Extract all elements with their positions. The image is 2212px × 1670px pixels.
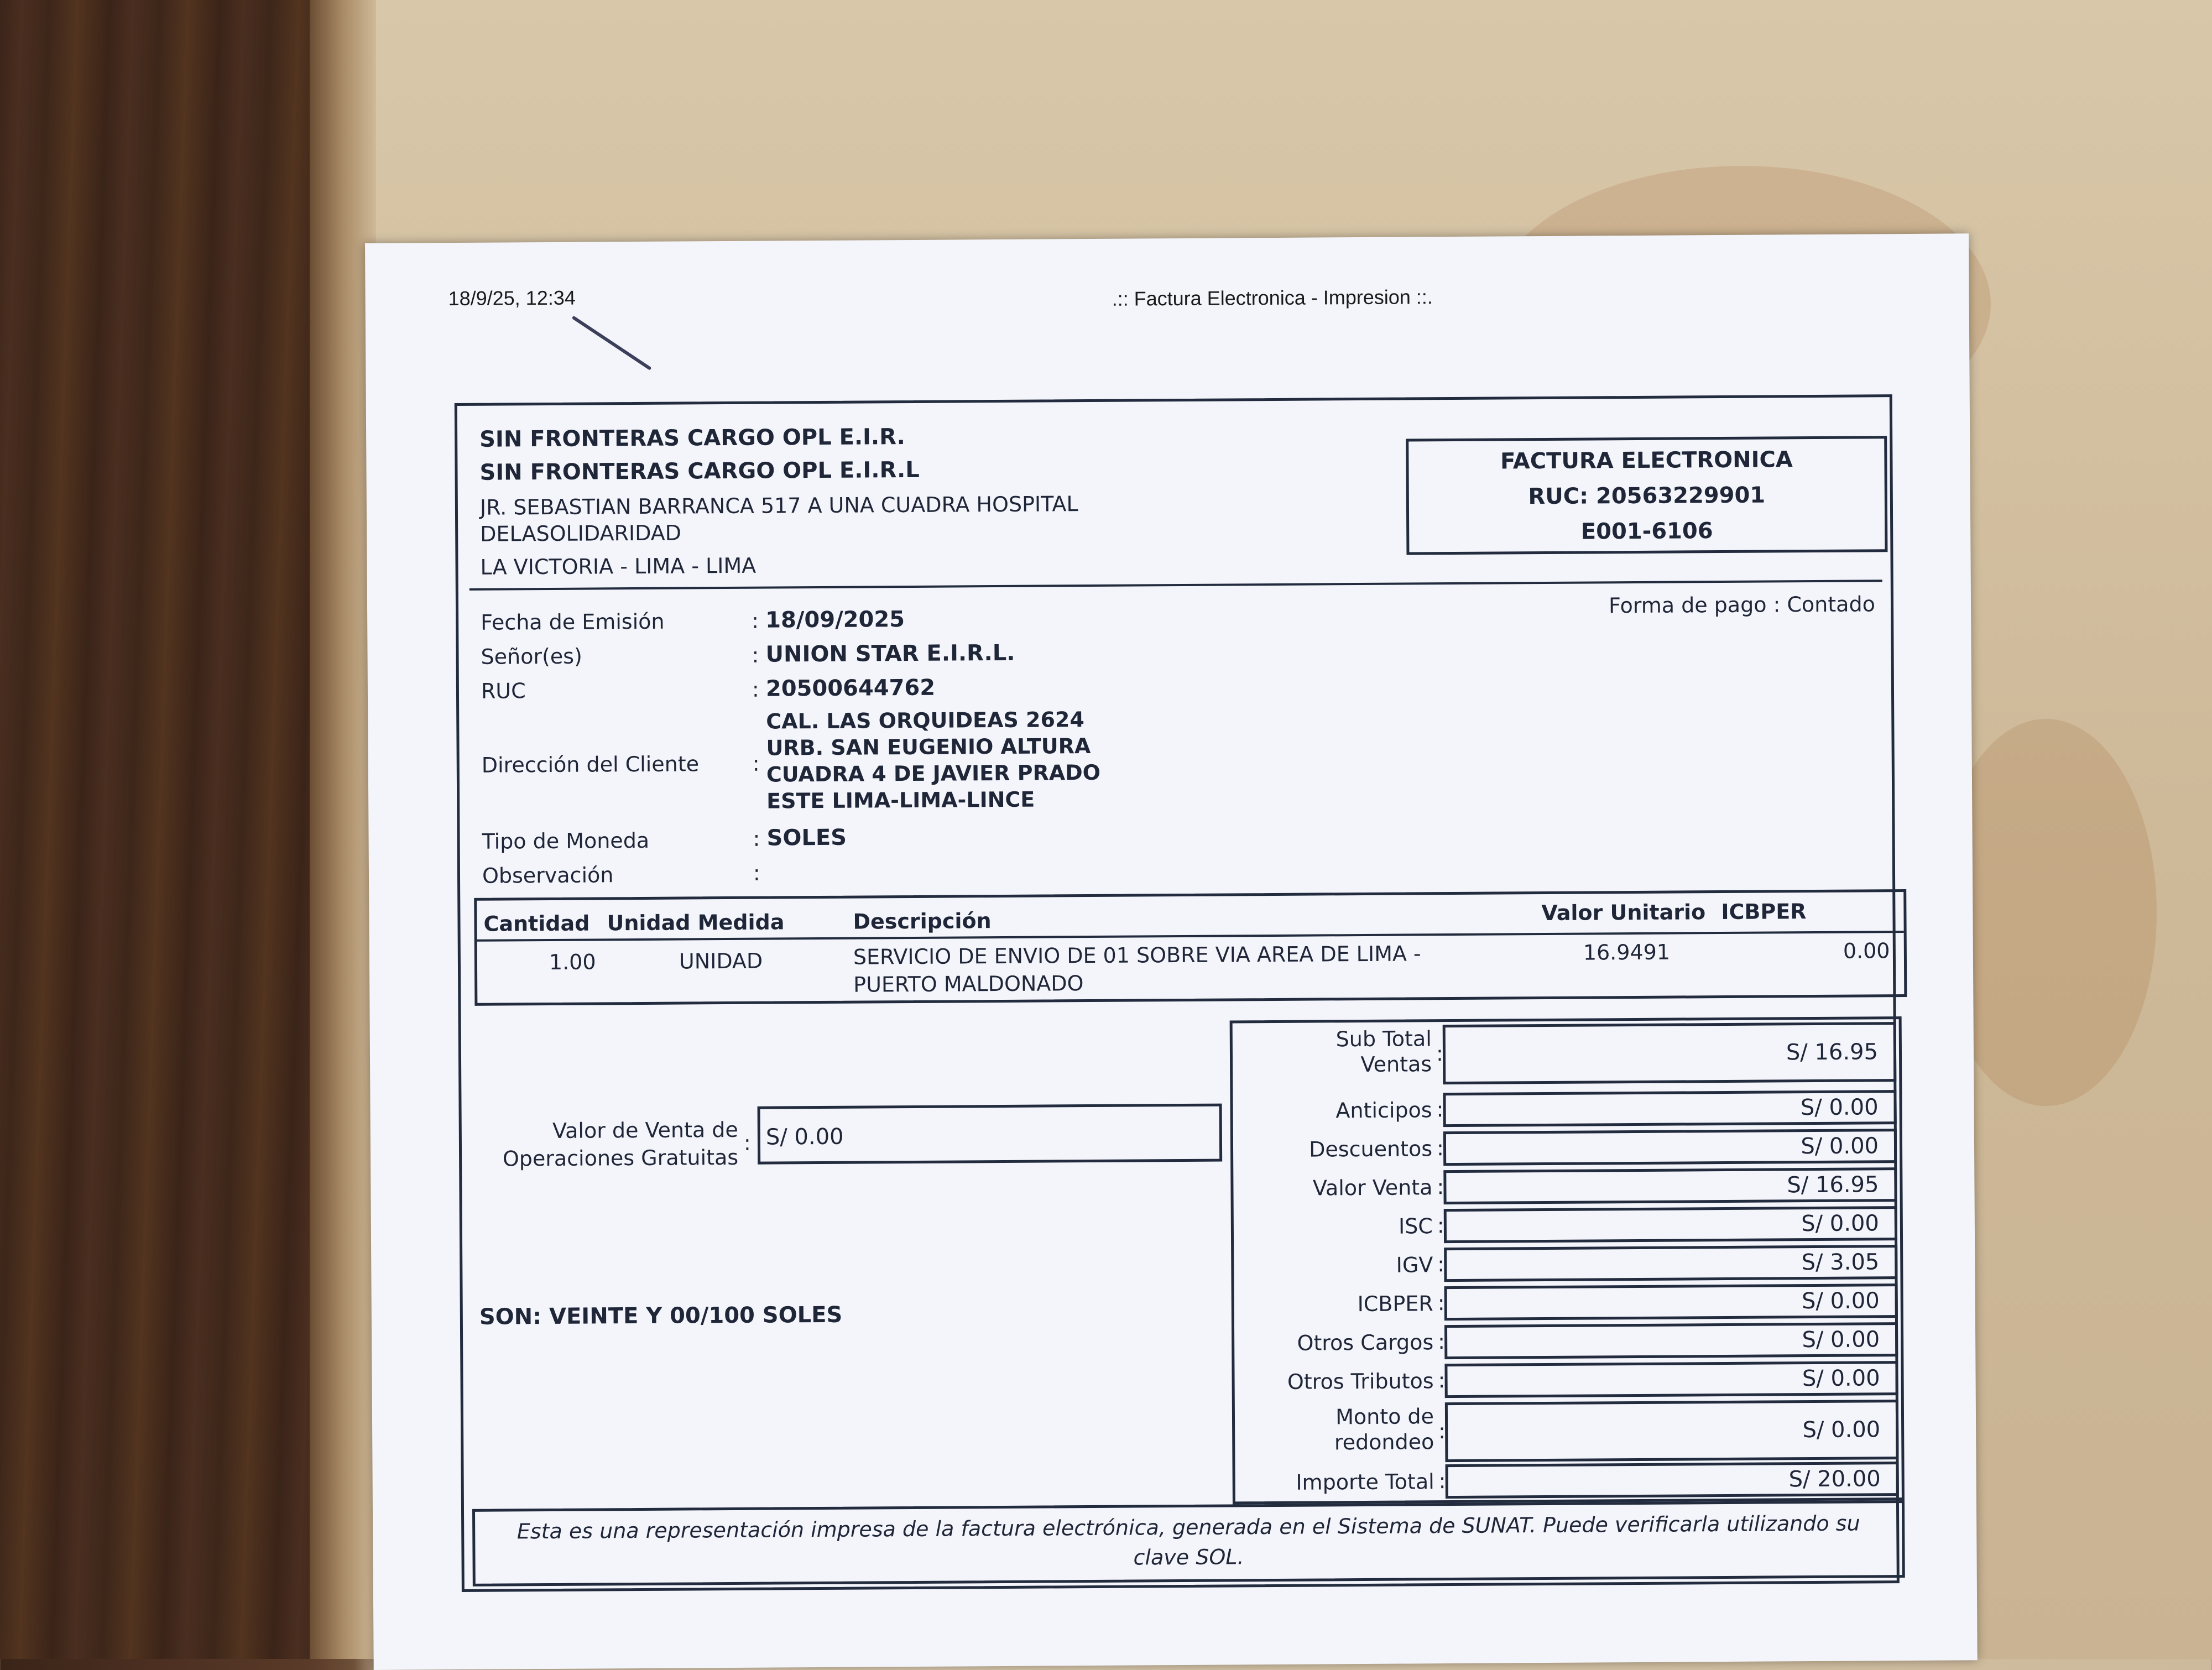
print-window-title: .:: Factura Electronica - Impresion ::.	[1112, 285, 1433, 310]
totals-value: S/ 0.00	[1444, 1283, 1898, 1321]
item-descripcion-1: SERVICIO DE ENVIO DE 01 SOBRE VIA AREA DE LIMA -	[853, 941, 1421, 969]
totals-value: S/ 16.95	[1443, 1167, 1897, 1204]
ruc-value: 20500644762	[765, 675, 936, 702]
amount-in-words: SON: VEINTE Y 00/100 SOLES	[479, 1302, 843, 1330]
totals-panel	[1230, 1016, 1905, 1504]
col-header-icbper: ICBPER	[1721, 899, 1807, 925]
document-number: E001-6106	[1580, 518, 1713, 545]
totals-value: S/ 0.00	[1445, 1400, 1899, 1462]
gratuitas-value-box	[758, 1104, 1223, 1165]
header-divider	[469, 580, 1882, 591]
totals-label: Otros Tributos	[1287, 1369, 1434, 1394]
invoice-paper	[365, 233, 1978, 1670]
colon: :	[752, 643, 759, 667]
colon: :	[1438, 1469, 1446, 1494]
item-unidad: UNIDAD	[679, 948, 763, 974]
items-table	[474, 889, 1907, 1006]
totals-label: Descuentos	[1309, 1136, 1433, 1162]
col-header-cantidad: Cantidad	[483, 911, 590, 936]
col-header-valor-unitario: Valor Unitario	[1541, 900, 1706, 926]
invoice-frame	[455, 394, 1900, 1592]
totals-label-line-2: Ventas	[1360, 1052, 1432, 1077]
issuer-ruc: RUC: 20563229901	[1528, 482, 1766, 510]
item-descripcion-2: PUERTO MALDONADO	[853, 971, 1084, 997]
colon: :	[1437, 1291, 1445, 1316]
issuer-address-2: DELASOLIDARIDAD	[480, 520, 682, 546]
totals-value: S/ 16.95	[1443, 1022, 1897, 1084]
fecha-label: Fecha de Emisión	[481, 609, 665, 635]
fecha-value: 18/09/2025	[765, 607, 905, 633]
direccion-line-4: ESTE LIMA-LIMA-LINCE	[766, 787, 1035, 813]
colon: :	[1438, 1329, 1446, 1354]
item-icbper: 0.00	[1843, 938, 1890, 963]
issuer-name-2: SIN FRONTERAS CARGO OPL E.I.R.L	[479, 457, 920, 486]
totals-label: ICBPER	[1357, 1291, 1433, 1317]
colon: :	[1436, 1097, 1444, 1122]
ruc-label: RUC	[481, 679, 526, 703]
col-header-unidad: Unidad Medida	[607, 910, 785, 936]
print-datetime: 18/9/25, 12:34	[448, 286, 576, 310]
item-cantidad: 1.00	[549, 949, 596, 974]
colon: :	[753, 860, 760, 885]
colon: :	[753, 826, 760, 851]
totals-value: S/ 0.00	[1444, 1206, 1897, 1243]
colon: :	[752, 751, 760, 776]
totals-label: IGV	[1396, 1252, 1433, 1277]
document-id-box	[1406, 436, 1887, 555]
totals-label: Anticipos	[1335, 1098, 1432, 1123]
document-type: FACTURA ELECTRONICA	[1500, 447, 1793, 474]
issuer-name-1: SIN FRONTERAS CARGO OPL E.I.R.	[479, 424, 906, 452]
dark-wood-background	[0, 0, 354, 1659]
totals-label-line-1: Monto de	[1335, 1404, 1434, 1429]
totals-value: S/ 0.00	[1444, 1322, 1898, 1359]
totals-label: Otros Cargos	[1297, 1330, 1434, 1355]
totals-label: Importe Total	[1296, 1469, 1434, 1495]
moneda-label: Tipo de Moneda	[482, 828, 650, 854]
direccion-line-2: URB. SAN EUGENIO ALTURA	[766, 734, 1091, 760]
issuer-address-3: LA VICTORIA - LIMA - LIMA	[480, 553, 757, 580]
totals-value: S/ 0.00	[1444, 1361, 1898, 1398]
totals-label: Valor Venta	[1312, 1175, 1433, 1201]
footer-line-1: Esta es una representación impresa de la factura electrónica, generada en el Sistema de SUNAT. Puede verificarla utilizando su	[517, 1511, 1860, 1544]
colon: :	[1437, 1252, 1445, 1277]
moneda-value: SOLES	[766, 824, 847, 851]
direccion-line-3: CUADRA 4 DE JAVIER PRADO	[766, 760, 1101, 787]
totals-label-line-2: redondeo	[1334, 1429, 1434, 1455]
totals-label-line-1: Sub Total	[1335, 1026, 1432, 1052]
totals-label	[1249, 1026, 1432, 1078]
item-valor-unitario: 16.9491	[1583, 940, 1671, 965]
observacion-label: Observación	[482, 863, 614, 888]
footer-box	[472, 1500, 1905, 1587]
colon: :	[1436, 1041, 1443, 1066]
totals-value: S/ 20.00	[1446, 1462, 1899, 1499]
colon: :	[1438, 1368, 1446, 1393]
gratuitas-label-1: Valor de Venta de	[552, 1117, 738, 1143]
forma-pago: Forma de pago : Contado	[1608, 592, 1875, 618]
colon: :	[743, 1130, 751, 1155]
colon: :	[752, 677, 759, 702]
colon: :	[1438, 1419, 1446, 1444]
senor-value: UNION STAR E.I.R.L.	[765, 640, 1015, 667]
senor-label: Señor(es)	[481, 644, 582, 669]
totals-value: S/ 0.00	[1443, 1090, 1896, 1127]
gratuitas-value: S/ 0.00	[765, 1124, 844, 1150]
issuer-address-1: JR. SEBASTIAN BARRANCA 517 A UNA CUADRA HOSPITAL	[479, 492, 1078, 520]
totals-label: ISC	[1398, 1214, 1433, 1239]
footer-line-2: clave SOL.	[1133, 1544, 1244, 1570]
pen-mark	[572, 316, 652, 370]
col-header-descripcion: Descripción	[853, 909, 992, 934]
colon: :	[1436, 1136, 1444, 1161]
totals-value: S/ 0.00	[1443, 1129, 1897, 1166]
direccion-line-1: CAL. LAS ORQUIDEAS 2624	[766, 707, 1084, 734]
totals-value: S/ 3.05	[1444, 1245, 1897, 1282]
totals-label	[1251, 1403, 1434, 1455]
colon: :	[1437, 1175, 1444, 1199]
direccion-label: Dirección del Cliente	[481, 752, 700, 777]
gratuitas-label-2: Operaciones Gratuitas	[502, 1145, 739, 1171]
colon: :	[752, 608, 759, 633]
colon: :	[1437, 1213, 1444, 1238]
